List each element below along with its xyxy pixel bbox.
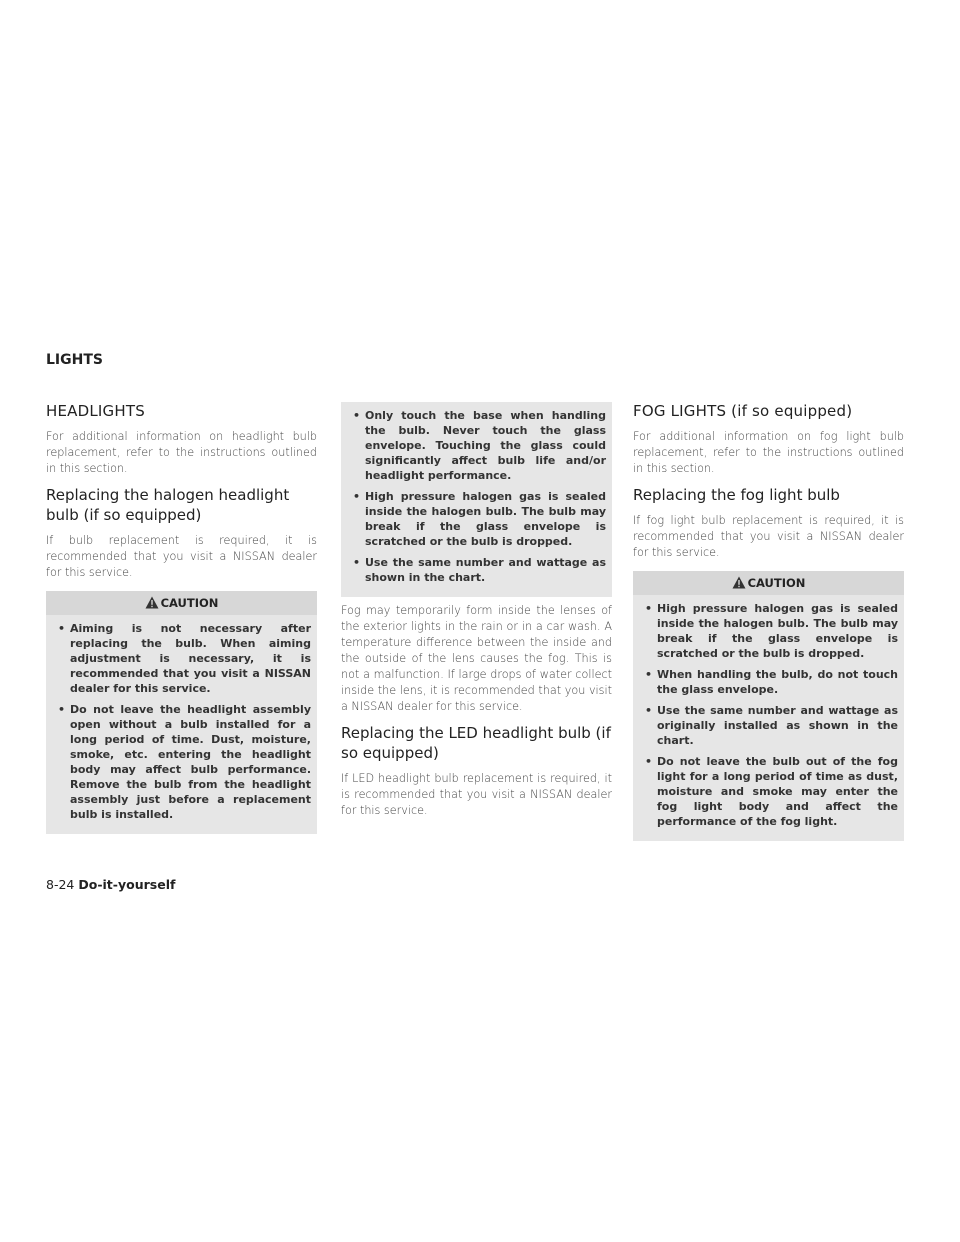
- page-number: 8-24: [46, 877, 75, 892]
- halogen-text: If bulb replacement is required, it is recommended that you visit a NISSAN dealer for this service.: [46, 534, 317, 579]
- fog-lights-heading: FOG LIGHTS (if so equipped): [633, 402, 853, 420]
- fog-bulb-heading: Replacing the fog light bulb: [633, 486, 840, 504]
- caution-item: • High pressure halogen gas is sealed inside the halogen bulb. The bulb may break if the glass envelope is scratched or the bulb is dropped.: [353, 489, 606, 549]
- caution-item: • Do not leave the headlight assembly open without a bulb installed for a long period of time. Dust, moisture, smoke, etc. entering the headlight body may affect bulb performance. Remove the bulb from the headlight assembly just before a replacement bulb is installed.: [58, 702, 311, 822]
- caution-box-fog: [633, 571, 904, 841]
- caution-title: [46, 591, 317, 615]
- headlights-heading: HEADLIGHTS: [46, 402, 145, 420]
- column-headlights: [46, 402, 317, 840]
- led-text: If LED headlight bulb replacement is required, it is recommended that you visit a NISSAN dealer for this service.: [341, 772, 612, 817]
- caution-item: • Use the same number and wattage as shown in the chart.: [353, 555, 606, 585]
- caution-item: • Do not leave the bulb out of the fog light for a long period of time as dust, moisture and smoke may enter the fog light body and affect the performance of the fog light.: [645, 754, 898, 829]
- column-fog-lights: [633, 402, 904, 847]
- caution-label: CAUTION: [747, 576, 806, 590]
- caution-title: [633, 571, 904, 595]
- caution-item: • Only touch the base when handling the bulb. Never touch the glass envelope. Touching the glass could significantly affect bulb life and/or headlight performance.: [353, 408, 606, 483]
- caution-list: [633, 595, 904, 841]
- caution-box-continued: [341, 402, 612, 597]
- caution-item: • Aiming is not necessary after replacing the bulb. When aiming adjustment is necessary, it is recommended that you visit a NISSAN dealer for this service.: [58, 621, 311, 696]
- page-footer: [46, 877, 175, 892]
- caution-item: • When handling the bulb, do not touch the glass envelope.: [645, 667, 898, 697]
- caution-item: • High pressure halogen gas is sealed inside the halogen bulb. The bulb may break if the glass envelope is scratched or the bulb is dropped.: [645, 601, 898, 661]
- caution-list: [46, 615, 317, 834]
- fog-bulb-text: If fog light bulb replacement is required, it is recommended that you visit a NISSAN dealer for this service.: [633, 514, 904, 559]
- halogen-heading: Replacing the halogen headlight bulb (if so equipped): [46, 486, 290, 524]
- caution-list: [341, 402, 612, 597]
- caution-box-halogen: [46, 591, 317, 834]
- column-halogen-cont: [341, 402, 612, 825]
- fog-text: Fog may temporarily form inside the lenses of the exterior lights in the rain or in a car wash. A temperature difference between the inside and the outside of the lens causes the fog. This is not a malfunction. If large drops of water collect inside the lens, it is recommended that you visit a NISSAN dealer for this service.: [341, 604, 612, 713]
- caution-label: CAUTION: [160, 596, 219, 610]
- fog-lights-intro: For additional information on fog light bulb replacement, refer to the instructions outlined in this section.: [633, 430, 904, 475]
- caution-item: • Use the same number and wattage as originally installed as shown in the chart.: [645, 703, 898, 748]
- warning-icon: [145, 593, 159, 617]
- section-label: LIGHTS: [46, 352, 103, 368]
- headlights-intro: For additional information on headlight bulb replacement, refer to the instructions outlined in this section.: [46, 430, 317, 475]
- warning-icon: [732, 573, 746, 597]
- chapter-title: Do-it-yourself: [78, 877, 176, 892]
- led-heading: Replacing the LED headlight bulb (if so equipped): [341, 724, 611, 762]
